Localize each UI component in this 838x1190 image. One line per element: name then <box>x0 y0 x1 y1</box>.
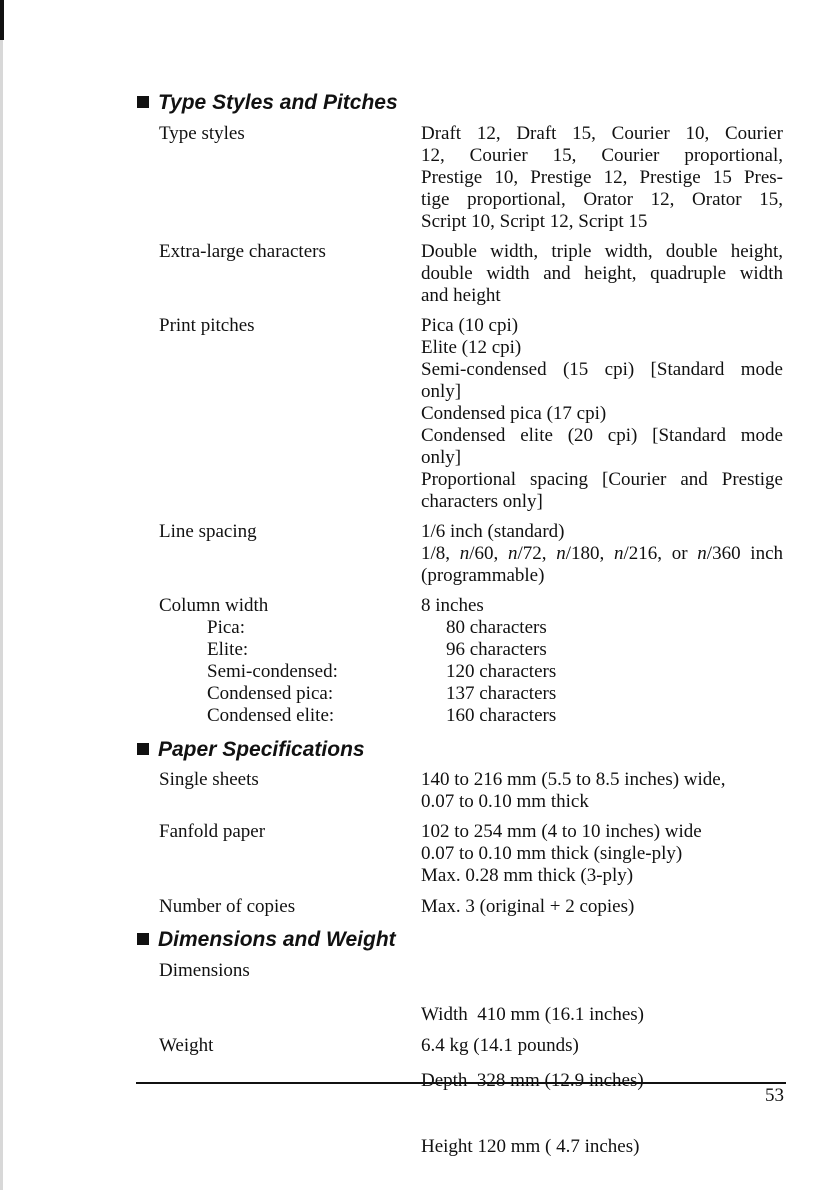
column-width-row-value: 160 characters <box>446 705 557 726</box>
value-extra-large: Double width, triple width, double height, double width and height, quadruple width and height <box>421 241 783 306</box>
value-fanfold: 102 to 254 mm (4 to 10 inches) wide 0.07 to 0.10 mm thick (single-ply) Max. 0.28 mm thick (3-ply) <box>421 821 702 886</box>
value-line-spacing: 1/6 inch (standard) 1/8, n/60, n/72, n/180, n/216, or n/360 inch (programmable) <box>421 521 784 586</box>
column-width-row-label: Semi-condensed: <box>207 661 338 682</box>
section-title-paper: Paper Specifications <box>137 738 365 762</box>
section-title-dimensions: Dimensions and Weight <box>137 928 396 952</box>
page-number: 53 <box>765 1085 784 1106</box>
label-fanfold: Fanfold paper <box>159 821 266 842</box>
value-copies: Max. 3 (original + 2 copies) <box>421 896 635 917</box>
square-bullet-icon <box>137 743 149 755</box>
footer-rule <box>136 1082 786 1084</box>
label-copies: Number of copies <box>159 896 296 917</box>
value-column-width: 8 inches <box>421 595 484 616</box>
value-print-pitches: Pica (10 cpi) Elite (12 cpi) Semi-condensed (15 cpi) [Standard mode only] Condensed pica (17 cpi) Condensed elite (20 cpi) [Standard mode only] Proportional spacing [Courier and Prestige characters only] <box>421 315 783 512</box>
line-spacing-programmable-values: 1/8, n/60, n/72, n/180, n/216, or n/360 inch <box>421 543 784 564</box>
value-single-sheets: 140 to 216 mm (5.5 to 8.5 inches) wide, 0.07 to 0.10 mm thick <box>421 769 726 812</box>
square-bullet-icon <box>137 933 149 945</box>
label-print-pitches: Print pitches <box>159 315 255 336</box>
column-width-row-value: 80 characters <box>446 617 547 638</box>
value-type-styles: Draft 12, Draft 15, Courier 10, Courier 12, Courier 15, Courier proportional, Prestige 10, Prestige 12, Prestige 15 Pres- tige proportional, Orator 12, Orator 15, Script 10, Script 12, Script 15 <box>421 123 783 232</box>
label-type-styles: Type styles <box>159 123 245 144</box>
square-bullet-icon <box>137 96 149 108</box>
page-scan-edge <box>0 0 3 1190</box>
page-scan-mark <box>0 0 4 40</box>
label-dimensions: Dimensions <box>159 960 250 981</box>
label-extra-large: Extra-large characters <box>159 241 326 262</box>
column-width-row-value: 137 characters <box>446 683 557 704</box>
column-width-row-label: Condensed pica: <box>207 683 334 704</box>
column-width-row-value: 96 characters <box>446 639 547 660</box>
label-single-sheets: Single sheets <box>159 769 259 790</box>
value-dimensions: Width 410 mm (16.1 inches) Depth 328 mm (12.9 inches) Height 120 mm ( 4.7 inches) <box>421 1004 644 1157</box>
section-title-type-styles: Type Styles and Pitches <box>137 91 398 115</box>
label-weight: Weight <box>159 1035 214 1056</box>
column-width-row-label: Pica: <box>207 617 245 638</box>
label-line-spacing: Line spacing <box>159 521 257 542</box>
column-width-row-label: Condensed elite: <box>207 705 335 726</box>
column-width-row-label: Elite: <box>207 639 249 660</box>
column-width-row-value: 120 characters <box>446 661 557 682</box>
label-column-width: Column width <box>159 595 269 616</box>
value-weight: 6.4 kg (14.1 pounds) <box>421 1035 579 1056</box>
